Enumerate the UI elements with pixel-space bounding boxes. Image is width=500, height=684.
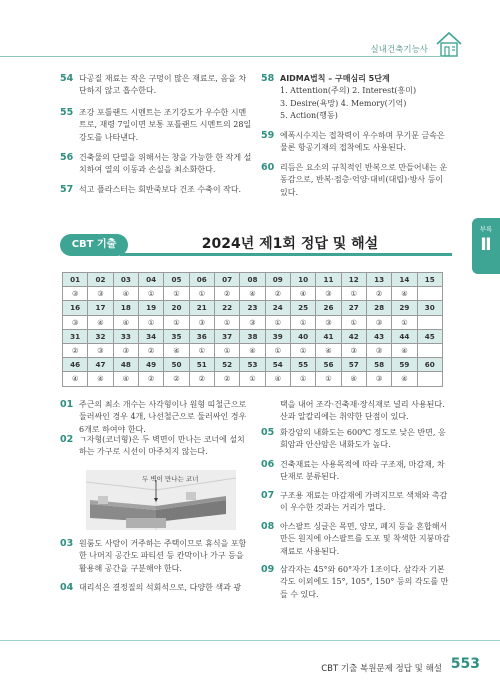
section-title: 2024년 제1회 정답 및 해설 [201,236,379,252]
corner-furniture-photo [86,470,236,530]
answer-cell: ④ [290,287,315,301]
question-number-cell: 51 [189,358,214,372]
answer-item-07 [261,490,451,515]
item-text: 다공질 재료는 작은 구멍이 많은 재료로, 음을 차단하지 않고 흡수한다. [79,74,247,96]
answer-cell: ② [138,372,163,386]
answer-cell: ③ [341,343,366,357]
item-number: 02 [60,434,74,445]
item-text: 건축재료는 사용목적에 따라 구조재, 마감재, 차단재로 분류된다. [280,460,445,482]
answer-cell: ④ [240,343,265,357]
question-number-cell: 28 [366,301,391,315]
answer-row [63,287,443,301]
item-number: 04 [60,582,74,593]
question-number-cell: 04 [138,273,163,287]
question-number-cell: 25 [290,301,315,315]
question-number-cell: 36 [189,329,214,343]
question-number-cell: 27 [341,301,366,315]
question-number-cell: 05 [164,273,189,287]
question-number-cell: 02 [88,273,113,287]
answer-cell: ③ [316,287,341,301]
answer-cell: ① [392,315,417,329]
question-number-cell: 57 [341,358,366,372]
question-number-cell: 09 [265,273,290,287]
question-number-cell: 39 [265,329,290,343]
question-number-cell: 22 [214,301,239,315]
item-text: 대리석은 결정질의 석회석으로, 다양한 색과 광 [79,583,242,592]
item-text: 주근의 최소 개수는 사각형이나 원형 띠철근으로 둘러싸인 경우 4개, 나선철근으로 둘러싸인 경우 6개로 하여야 한다. [79,400,247,434]
question-number-cell: 20 [164,301,189,315]
answer-item-06 [261,459,451,484]
aidma-line: 1. Attention(주의) 2. Interest(흥미) [280,86,417,96]
answer-cell [417,343,442,357]
answer-item-58 [261,73,451,123]
question-number-cell: 24 [265,301,290,315]
question-number-cell: 58 [366,358,391,372]
item-text: 아스팔트 싱글은 목면, 양모, 폐지 등을 혼합해서 만든 원지에 아스팔트를 도포 및 착색한 지붕마감재료로 사용된다. [280,522,450,556]
answer-cell: ① [316,372,341,386]
answer-item-55 [60,107,252,144]
question-number-cell: 59 [392,358,417,372]
answer-cell: ② [63,343,88,357]
item-text: 리듬은 요소의 규칙적인 반복으로 만들어내는 운동감으로, 반복·점층·억양·대비(대립)·방사 등이 있다. [280,163,448,197]
answer-item-57 [60,184,252,196]
answer-cell: ③ [88,343,113,357]
answer-cell: ① [164,287,189,301]
item-text: 원룸도 사람이 거주하는 주택이므로 휴식을 포함한 나머지 공간도 파티션 등 칸막이나 가구 등을 활용해 공간을 구분해야 한다. [79,539,247,573]
answer-cell: ③ [88,287,113,301]
answer-cell: ① [214,343,239,357]
answer-row [63,315,443,329]
question-number-cell: 40 [290,329,315,343]
question-number-cell: 17 [88,301,113,315]
item-text: 조강 포틀랜드 시멘트는 조기강도가 우수한 시멘트로, 재령 7일이면 보통 포틀랜드 시멘트의 28일 강도를 나타낸다. [79,108,252,142]
answer-item-09 [261,564,451,601]
answer-cell: ① [138,315,163,329]
question-number-cell: 35 [164,329,189,343]
side-tab-roman: Ⅱ [480,235,492,255]
item-number: 55 [60,107,74,118]
cbt-section-header [60,234,452,256]
question-number-cell: 12 [341,273,366,287]
footer-title: CBT 기출 복원문제 정답 및 해설 [321,664,442,674]
answer-cell [417,287,442,301]
answer-cell: ① [189,287,214,301]
question-number-cell: 06 [189,273,214,287]
answer-item-59 [261,130,451,155]
answer-cell: ③ [366,343,391,357]
answer-cell: ③ [63,315,88,329]
answer-cell: ① [214,315,239,329]
answer-cell: ① [265,343,290,357]
answer-cell: ① [189,343,214,357]
answer-cell: ④ [392,343,417,357]
item-text: 화강암의 내화도는 600℃ 정도로 낮은 반면, 응회암과 안산암은 내화도가 높다. [280,428,446,450]
question-number-cell: 49 [138,358,163,372]
answer-item-60 [261,162,451,199]
question-number-cell: 47 [88,358,113,372]
question-number-cell: 53 [240,358,265,372]
question-number-cell: 07 [214,273,239,287]
item-number: 56 [60,152,74,163]
answer-cell: ③ [113,343,138,357]
question-number-cell: 26 [316,301,341,315]
item-number: 06 [261,459,275,470]
answer-cell: ② [138,343,163,357]
answer-row [63,343,443,357]
answer-cell: ① [290,343,315,357]
item-text: 삼각자는 45°와 60°자가 1조이다. 삼각자 기본 각도 이외에도 15°, 105°, 150° 등의 각도를 만들 수 있다. [280,565,449,599]
question-number-cell: 41 [316,329,341,343]
answer-cell: ④ [341,372,366,386]
item-number: 58 [261,73,275,84]
item-number: 03 [60,538,74,549]
question-number-cell: 45 [417,329,442,343]
answer-item-56 [60,152,252,177]
answer-cell: ① [138,287,163,301]
answer-item-04 [60,582,252,594]
question-number-cell: 42 [341,329,366,343]
question-number-cell: 13 [366,273,391,287]
question-number-cell: 46 [63,358,88,372]
question-number-cell: 33 [113,329,138,343]
answer-cell: ② [265,287,290,301]
item-number: 57 [60,184,74,195]
answer-item-04-cont [261,399,451,424]
answer-item-02 [60,434,252,459]
item-number: 07 [261,490,275,501]
question-number-cell: 14 [392,273,417,287]
question-number-cell: 19 [138,301,163,315]
answer-cell: ③ [366,315,391,329]
question-number-cell: 50 [164,358,189,372]
question-number-row [63,329,443,343]
answer-cell: ① [240,372,265,386]
page-number: 553 [450,656,480,672]
answer-cell: ② [164,372,189,386]
question-number-cell: 31 [63,329,88,343]
answer-cell: ③ [240,315,265,329]
question-number-cell: 32 [88,329,113,343]
question-number-cell: 37 [214,329,239,343]
question-number-cell: 01 [63,273,88,287]
item-number: 08 [261,521,275,532]
question-number-cell: 48 [113,358,138,372]
answer-row [63,372,443,386]
answer-cell: ① [265,315,290,329]
answer-item-05 [261,427,451,452]
question-number-cell: 43 [366,329,391,343]
answer-cell: ① [290,315,315,329]
question-number-cell: 10 [290,273,315,287]
answer-item-08 [261,521,451,558]
item-text: ㄱ자형(코너형)은 두 벽면이 만나는 코너에 설치하는 가구로 시선이 마주치지 않는다. [79,435,245,457]
question-number-cell: 30 [417,301,442,315]
item-number: 59 [261,130,275,141]
answer-cell: ④ [265,372,290,386]
answer-cell: ④ [63,372,88,386]
appendix-side-tab [472,218,500,274]
question-number-cell: 21 [189,301,214,315]
answer-cell [417,315,442,329]
answer-cell: ④ [240,287,265,301]
question-number-cell: 44 [392,329,417,343]
side-tab-label: 부록 [479,225,493,233]
answer-cell: ① [341,287,366,301]
answer-cell: ① [290,372,315,386]
item-text: 석고 플라스터는 회반죽보다 건조 수축이 작다. [79,185,242,194]
answer-cell: ① [341,315,366,329]
question-number-cell: 23 [240,301,265,315]
answer-item-03 [60,538,252,575]
item-number: 05 [261,427,275,438]
photo-callout: 두 벽이 만나는 코너 [142,475,199,483]
answer-cell: ② [366,287,391,301]
answer-cell: ③ [366,372,391,386]
answer-cell: ④ [113,287,138,301]
running-header: 실내건축기능사 [370,45,428,55]
aidma-title: AIDMA법칙 – 구매심리 5단계 [280,74,390,83]
question-number-cell: 38 [240,329,265,343]
item-number: 54 [60,73,74,84]
answer-cell: ③ [189,315,214,329]
cbt-badge: CBT 기출 [60,234,128,256]
question-number-cell: 15 [417,273,442,287]
answer-cell: ④ [164,343,189,357]
question-number-cell: 52 [214,358,239,372]
question-number-cell: 29 [392,301,417,315]
question-number-cell: 08 [240,273,265,287]
answer-item-01 [60,399,252,436]
item-text: 구조용 재료는 마감재에 가려지므로 색채와 촉감이 우수한 것과는 거리가 멀다. [280,491,448,513]
question-number-cell: 11 [316,273,341,287]
header-rule [0,56,440,57]
item-text: 건축물의 단열을 위해서는 창을 가능한 한 작게 설치하여 열의 이동과 손실을 최소화한다. [79,153,252,175]
answer-cell: ④ [88,372,113,386]
answer-cell: ④ [392,287,417,301]
answer-cell: ② [214,372,239,386]
answer-cell: ③ [316,315,341,329]
answer-cell: ④ [88,315,113,329]
question-number-row [63,301,443,315]
question-number-cell: 03 [113,273,138,287]
question-number-cell: 56 [316,358,341,372]
house-icon [434,30,464,58]
question-number-cell: 55 [290,358,315,372]
aidma-line: 3. Desire(욕망) 4. Memory(기억) [280,98,407,108]
answer-cell: ④ [316,343,341,357]
item-number: 09 [261,564,275,575]
item-number: 60 [261,162,275,173]
question-number-row [63,273,443,287]
answer-cell: ① [164,315,189,329]
question-number-cell: 18 [113,301,138,315]
answer-cell: ③ [63,287,88,301]
question-number-cell: 60 [417,358,442,372]
answer-table [62,272,443,387]
aidma-line: 5. Action(행동) [280,111,338,121]
footer-rule [0,640,500,641]
question-number-cell: 54 [265,358,290,372]
answer-item-54 [60,73,252,98]
item-text: 에폭시수지는 접착력이 우수하며 무기문 금속은 물론 항공기재의 접착에도 사용된다. [280,131,445,153]
answer-cell: ④ [392,372,417,386]
answer-cell: ② [214,287,239,301]
question-number-cell: 34 [138,329,163,343]
question-number-row [63,358,443,372]
answer-cell: ④ [113,315,138,329]
answer-cell: ② [189,372,214,386]
answer-cell [417,372,442,386]
item-text: 택을 내어 조각·건축재·장식재로 널리 사용된다. 산과 알칼리에는 취약한 단점이 있다. [280,400,445,422]
question-number-cell: 16 [63,301,88,315]
item-number: 01 [60,399,74,410]
answer-cell: ④ [113,372,138,386]
